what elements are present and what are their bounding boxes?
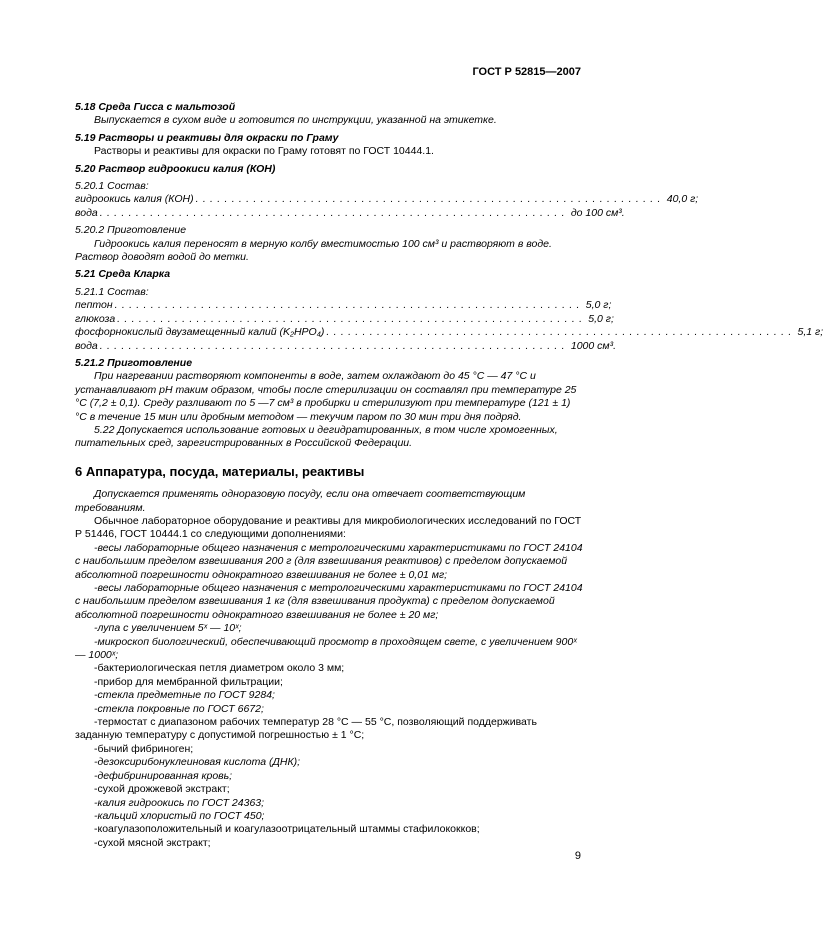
section-5-20-2: 5.20.2 Приготовление [75, 224, 187, 237]
list-item-text: сухой дрожжевой экстракт; [97, 783, 230, 796]
composition-value: 1000 см³. [570, 339, 616, 352]
leader-dots: ................................................................. [99, 339, 569, 352]
composition-value: до 100 см³. [570, 206, 625, 219]
list-bullet: - [94, 541, 98, 554]
composition-row [75, 326, 824, 339]
list-item [75, 622, 583, 635]
list-item-text: микроскоп биологический, обеспечивающий просмотр в проходящем свете, с увеличением 900ˣ — 1000ˣ; [75, 635, 577, 662]
list-bullet: - [94, 742, 98, 755]
list-item-text: кальций хлористый по ГОСТ 450; [97, 809, 265, 822]
list-bullet: - [94, 716, 98, 729]
list-item [75, 716, 583, 743]
composition-row [75, 299, 612, 312]
document-header: ГОСТ Р 52815—2007 [472, 66, 581, 78]
leader-dots: ................................................................. [99, 206, 569, 219]
section-5-21-2-text: При нагревании растворяют компоненты в воде, затем охлаждают до 45 °С — 47 °С и устанавливают рН таким образом, чтобы после стерилизации он составлял при температуре 25 °С (7,2 ± 0,1). Среду разливают по 5 —7 см³ в пробирки и стерилизуют при температуре (121 ± 1) °С в течение 15 мин или дробным методом — текучим паром по 30 мин три дня подряд. [75, 370, 577, 423]
list-item-text: бактериологическая петля диаметром около 3 мм; [97, 662, 345, 675]
list-bullet: - [94, 796, 98, 809]
list-item-text: дезоксирибонуклеиновая кислота (ДНК); [97, 756, 301, 769]
list-item [75, 743, 583, 756]
section-5-18-text: Выпускается в сухом виде и готовится по инструкции, указанной на этикетке. [94, 114, 497, 127]
list-item [75, 770, 583, 783]
section-5-20-1: 5.20.1 Состав: [75, 180, 149, 193]
list-item [75, 676, 583, 689]
list-item-text: дефибринированная кровь; [97, 769, 233, 782]
composition-row [75, 312, 614, 326]
composition-name: глюкоза [75, 312, 116, 325]
section-6-title: 6 Аппаратура, посуда, материалы, реактивы [75, 463, 365, 479]
page-content [75, 97, 824, 850]
list-bullet: - [94, 675, 98, 688]
list-item-text: стекла предметные по ГОСТ 9284; [97, 689, 275, 702]
composition-row [75, 193, 699, 206]
list-item [75, 703, 583, 716]
list-item-text: стекла покровные по ГОСТ 6672; [97, 702, 264, 715]
list-bullet: - [94, 689, 98, 702]
section-5-19-text: Растворы и реактивы для окраски по Граму готовят по ГОСТ 10444.1. [94, 145, 434, 158]
composition-value: 5,0 г; [588, 312, 614, 325]
list-item [75, 582, 583, 622]
section-5-20-title: 5.20 Раствор гидроокиси калия (КОН) [75, 162, 276, 175]
composition-name: фосфорнокислый двузамещенный калий (K₂HPO₄) [75, 326, 325, 339]
section-5-20-2-text: Гидроокись калия переносят в мерную колбу вместимостью 100 см³ и растворяют в воде. Раствор доводят водой до метки. [75, 237, 552, 264]
list-item-text: термостат с диапазоном рабочих температур 28 °С — 55 °С, позволяющий поддерживать заданную температуру с допустимой погрешностью ± 1 °С; [75, 716, 537, 742]
equipment-list [75, 542, 583, 850]
list-bullet: - [94, 635, 98, 648]
leader-dots: ................................................................. [195, 193, 665, 206]
list-item-text: прибор для мембранной фильтрации; [97, 675, 283, 688]
list-item-text: калия гидроокись по ГОСТ 24363; [97, 796, 265, 809]
section-5-21-title: 5.21 Среда Кларка [75, 268, 171, 281]
section-6-para-1: Допускается применять одноразовую посуду, если она отвечает соответствующим требованиям. [75, 488, 526, 514]
list-item [75, 837, 583, 850]
composition-value: 5,0 г; [585, 299, 612, 312]
section-5-21-2-title: 5.21.2 Приготовление [75, 356, 193, 369]
list-item [75, 689, 583, 702]
list-bullet: - [94, 823, 98, 836]
list-bullet: - [94, 783, 98, 796]
leader-dots: ................................................................. [326, 326, 796, 339]
list-item [75, 783, 583, 796]
composition-row [75, 206, 625, 220]
list-bullet: - [94, 582, 98, 594]
composition-name: вода [75, 206, 98, 219]
list-item-text: весы лабораторные общего назначения с метрологическими характеристиками по ГОСТ 24104 с наибольшим пределом взвешивания 1 кг (для взвешивания продукта) с пределом допускаемой абсолютной погрешности однократного взвешивания не более ± 20 мг; [75, 582, 583, 621]
composition-row [75, 339, 616, 353]
list-item [75, 756, 583, 769]
section-6-para-2: Обычное лабораторное оборудование и реактивы для микробиологических исследований по ГОСТ Р 51446, ГОСТ 10444.1 со следующими дополнениями: [75, 514, 582, 541]
list-bullet: - [94, 662, 98, 675]
composition-value: 5,1 г; [797, 326, 824, 339]
list-bullet: - [94, 836, 98, 849]
list-item [75, 636, 583, 663]
section-5-18-title: 5.18 Среда Гисса с мальтозой [75, 101, 236, 113]
list-bullet: - [94, 769, 98, 782]
section-5-19-title: 5.19 Растворы и реактивы для окраски по Граму [75, 131, 339, 144]
list-item [75, 797, 583, 810]
list-item [75, 542, 583, 582]
list-item-text: коагулазоположительный и коагулазоотрицательный штаммы стафилококков; [97, 823, 480, 836]
composition-name: гидроокись калия (КОН) [75, 193, 194, 206]
composition-name: вода [75, 339, 98, 352]
list-item [75, 810, 583, 823]
leader-dots: ................................................................. [114, 299, 584, 312]
list-bullet: - [94, 756, 98, 769]
list-bullet: - [94, 622, 98, 635]
list-item-text: лупа с увеличением 5ˣ — 10ˣ; [97, 622, 242, 635]
leader-dots: ................................................................. [117, 312, 587, 325]
list-item-text: сухой мясной экстракт; [97, 836, 211, 849]
section-5-21-1: 5.21.1 Состав: [75, 285, 149, 298]
list-item [75, 662, 583, 675]
composition-value: 40,0 г; [666, 193, 699, 206]
list-item-text: бычий фибриноген; [97, 742, 194, 755]
composition-name: пептон [75, 299, 113, 312]
section-5-22-text: 5.22 Допускается использование готовых и дегидратированных, в том числе хромогенных, питательных сред, зарегистрированных в Российской Федерации. [75, 423, 558, 450]
list-bullet: - [94, 702, 98, 715]
page-number: 9 [574, 850, 581, 862]
list-bullet: - [94, 809, 98, 822]
list-item-text: весы лабораторные общего назначения с метрологическими характеристиками по ГОСТ 24104 с наибольшим пределом взвешивания 200 г (для взвешивания реактивов) с пределом допускаемой абсолютной погрешности однократного взвешивания не более ± 0,01 мг; [75, 541, 583, 581]
list-item [75, 823, 583, 836]
